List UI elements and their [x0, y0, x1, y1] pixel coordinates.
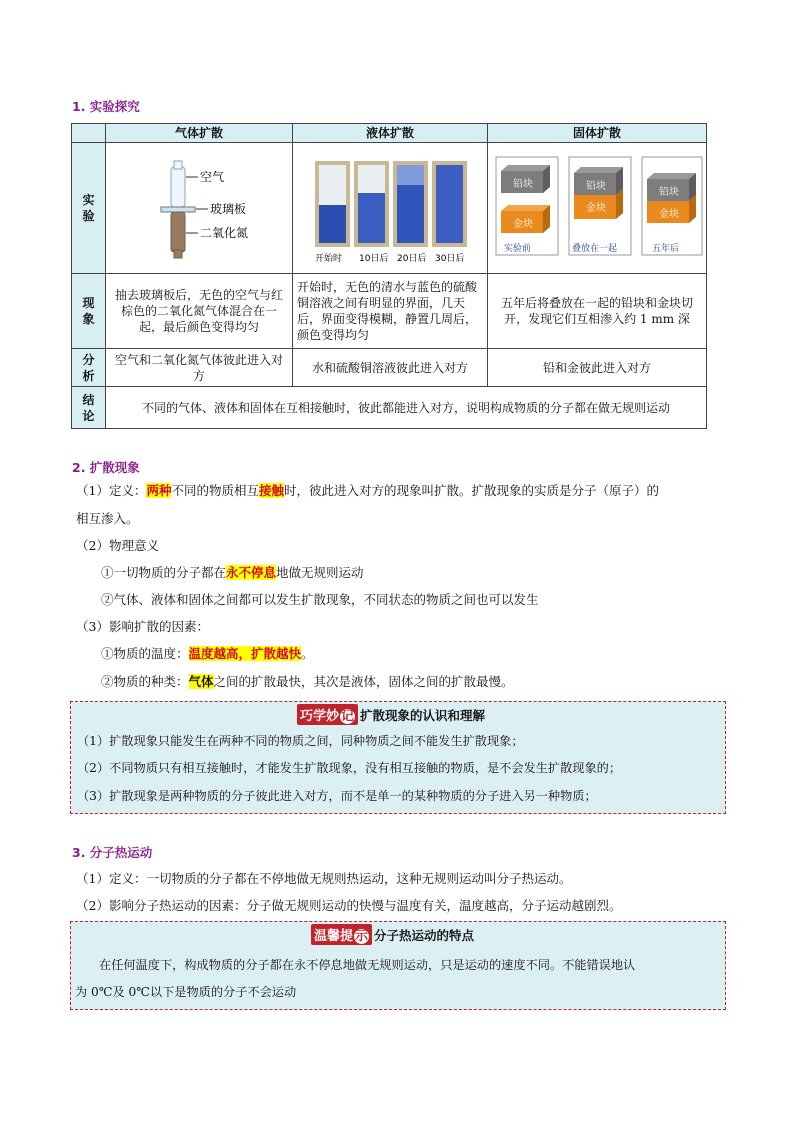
liquid-diagram-cell	[293, 143, 488, 274]
solid-caption-before: 实验前	[504, 244, 532, 254]
memory-tip-badge: 巧学妙 记	[297, 704, 358, 725]
beaker-30d	[432, 161, 467, 247]
tip-header-thermal	[311, 924, 474, 945]
highlight-two-kinds: 两种	[146, 483, 172, 498]
factor-title: （3）影响扩散的因素：	[76, 619, 209, 634]
phenomenon-gas: 抽去玻璃板后，无色的空气与红棕色的二氧化氮气体混合在一起，最后颜色变得均匀	[106, 274, 293, 349]
meaning-title: （2）物理意义	[76, 538, 159, 553]
liquid-diffusion-diagram	[293, 143, 488, 269]
beaker-start	[315, 161, 350, 247]
tip-title-thermal: 分子热运动的特点	[374, 927, 475, 943]
gas-label-glass: 玻璃板	[210, 202, 247, 216]
section-title-diffusion: 2. 扩散现象	[72, 460, 140, 475]
factor-item-1: ①物质的温度：温度越高，扩散越快。	[101, 646, 314, 661]
lead-label-1: 铅块	[513, 179, 533, 190]
highlight-gas: 气体	[188, 674, 214, 689]
analysis-solid: 铅和金彼此进入对方	[488, 349, 707, 387]
row-label-phenomenon: 现 象	[72, 274, 106, 349]
analysis-liquid: 水和硫酸铜溶液彼此进入对方	[293, 349, 488, 387]
meaning-item-2: ②气体、液体和固体之间都可以发生扩散现象，不同状态的物质之间也可以发生	[101, 592, 539, 607]
tip-line-1: （1）扩散现象只能发生在两种不同的物质之间，同种物质之间不能发生扩散现象；	[77, 734, 524, 748]
gas-diffusion-diagram	[106, 143, 293, 269]
meaning-item-1: ①一切物质的分子都在永不停息地做无规则运动	[101, 565, 364, 580]
highlight-never-stop: 永不停息	[226, 565, 277, 580]
experiment-table	[71, 123, 707, 429]
row-label-analysis: 分 析	[72, 349, 106, 387]
tip-line-2: （2）不同物质只有相互接触时，才能发生扩散现象，没有相互接触的物质，是不会发生扩散现象的；	[77, 761, 622, 775]
tip-header-diffusion	[297, 704, 485, 725]
gas-label-air: 空气	[200, 170, 225, 184]
gold-label-3: 金块	[659, 209, 679, 220]
solid-caption-stacked: 叠放在一起	[572, 244, 618, 254]
section-title-thermal-motion: 3. 分子热运动	[72, 845, 153, 860]
tip-box-diffusion	[70, 701, 726, 814]
thermal-factor: （2）影响分子热运动的因素：分子做无规则运动的快慢与温度有关，温度越高，分子运动越剧烈。	[76, 898, 622, 913]
tip-title-diffusion: 扩散现象的认识和理解	[360, 707, 486, 723]
phenomenon-solid: 五年后将叠放在一起的铅块和金块切开，发现它们互相渗入约 1 mm 深	[488, 274, 707, 349]
liquid-caption-10d: 10日后	[359, 254, 389, 264]
liquid-caption-30d: 30日后	[435, 254, 465, 264]
header-gas: 气体扩散	[106, 124, 293, 143]
lead-label-2: 铅块	[586, 181, 606, 192]
thermal-definition: （1）定义：一切物质的分子都在不停地做无规则热运动，这种无规则运动叫分子热运动。	[76, 871, 572, 886]
warm-tip-badge: 温馨提 示	[311, 924, 372, 945]
definition-line-1: （1）定义：两种不同的物质相互接触时，彼此进入对方的现象叫扩散。扩散现象的实质是分子（原子）的	[76, 483, 660, 498]
lead-label-3: 铅块	[659, 187, 679, 198]
gold-label-2: 金块	[586, 203, 606, 214]
definition-line-2: 相互渗入。	[76, 511, 139, 526]
highlight-temperature: 温度越高，扩散越快	[188, 646, 302, 661]
phenomenon-liquid: 开始时，无色的清水与蓝色的硫酸铜溶液之间有明显的界面，几天后，界面变得模糊，静置几周后，颜色变得均匀	[293, 274, 488, 349]
header-liquid: 液体扩散	[293, 124, 488, 143]
solid-diffusion-diagram	[488, 143, 707, 269]
thermal-tip-line-1: 在任何温度下，构成物质的分子都在永不停息地做无规则运动，只是运动的速度不同。不能错误地认	[99, 958, 636, 972]
header-solid: 固体扩散	[488, 124, 707, 143]
section-title-experiment: 1. 实验探究	[72, 99, 140, 114]
liquid-caption-20d: 20日后	[397, 254, 427, 264]
gas-label-no2: 二氧化氮	[200, 226, 249, 240]
tip-line-3: （3）扩散现象是两种物质的分子彼此进入对方，而不是单一的某种物质的分子进入另一种物质；	[77, 789, 597, 803]
gas-diagram-cell	[106, 143, 293, 274]
beaker-10d	[354, 161, 389, 247]
factor-item-2: ②物质的种类：气体之间的扩散最快，其次是液体，固体之间的扩散最慢。	[101, 674, 514, 689]
row-label-conclusion: 结 论	[72, 387, 106, 429]
analysis-gas: 空气和二氧化氮气体彼此进入对方	[106, 349, 293, 387]
liquid-caption-start: 开始时	[315, 254, 343, 264]
solid-diagram-cell	[488, 143, 707, 274]
thermal-tip-line-2: 为 0℃及 0℃以下是物质的分子不会运动	[75, 985, 297, 999]
beaker-20d	[393, 161, 428, 247]
solid-caption-after: 五年后	[652, 244, 680, 254]
gold-label-1: 金块	[513, 219, 533, 230]
highlight-contact: 接触	[258, 483, 284, 498]
conclusion-cell: 不同的气体、液体和固体在互相接触时，彼此都能进入对方，说明构成物质的分子都在做无规则运动	[106, 387, 707, 429]
tip-box-thermal	[70, 921, 726, 1010]
row-label-experiment: 实 验	[72, 143, 106, 274]
